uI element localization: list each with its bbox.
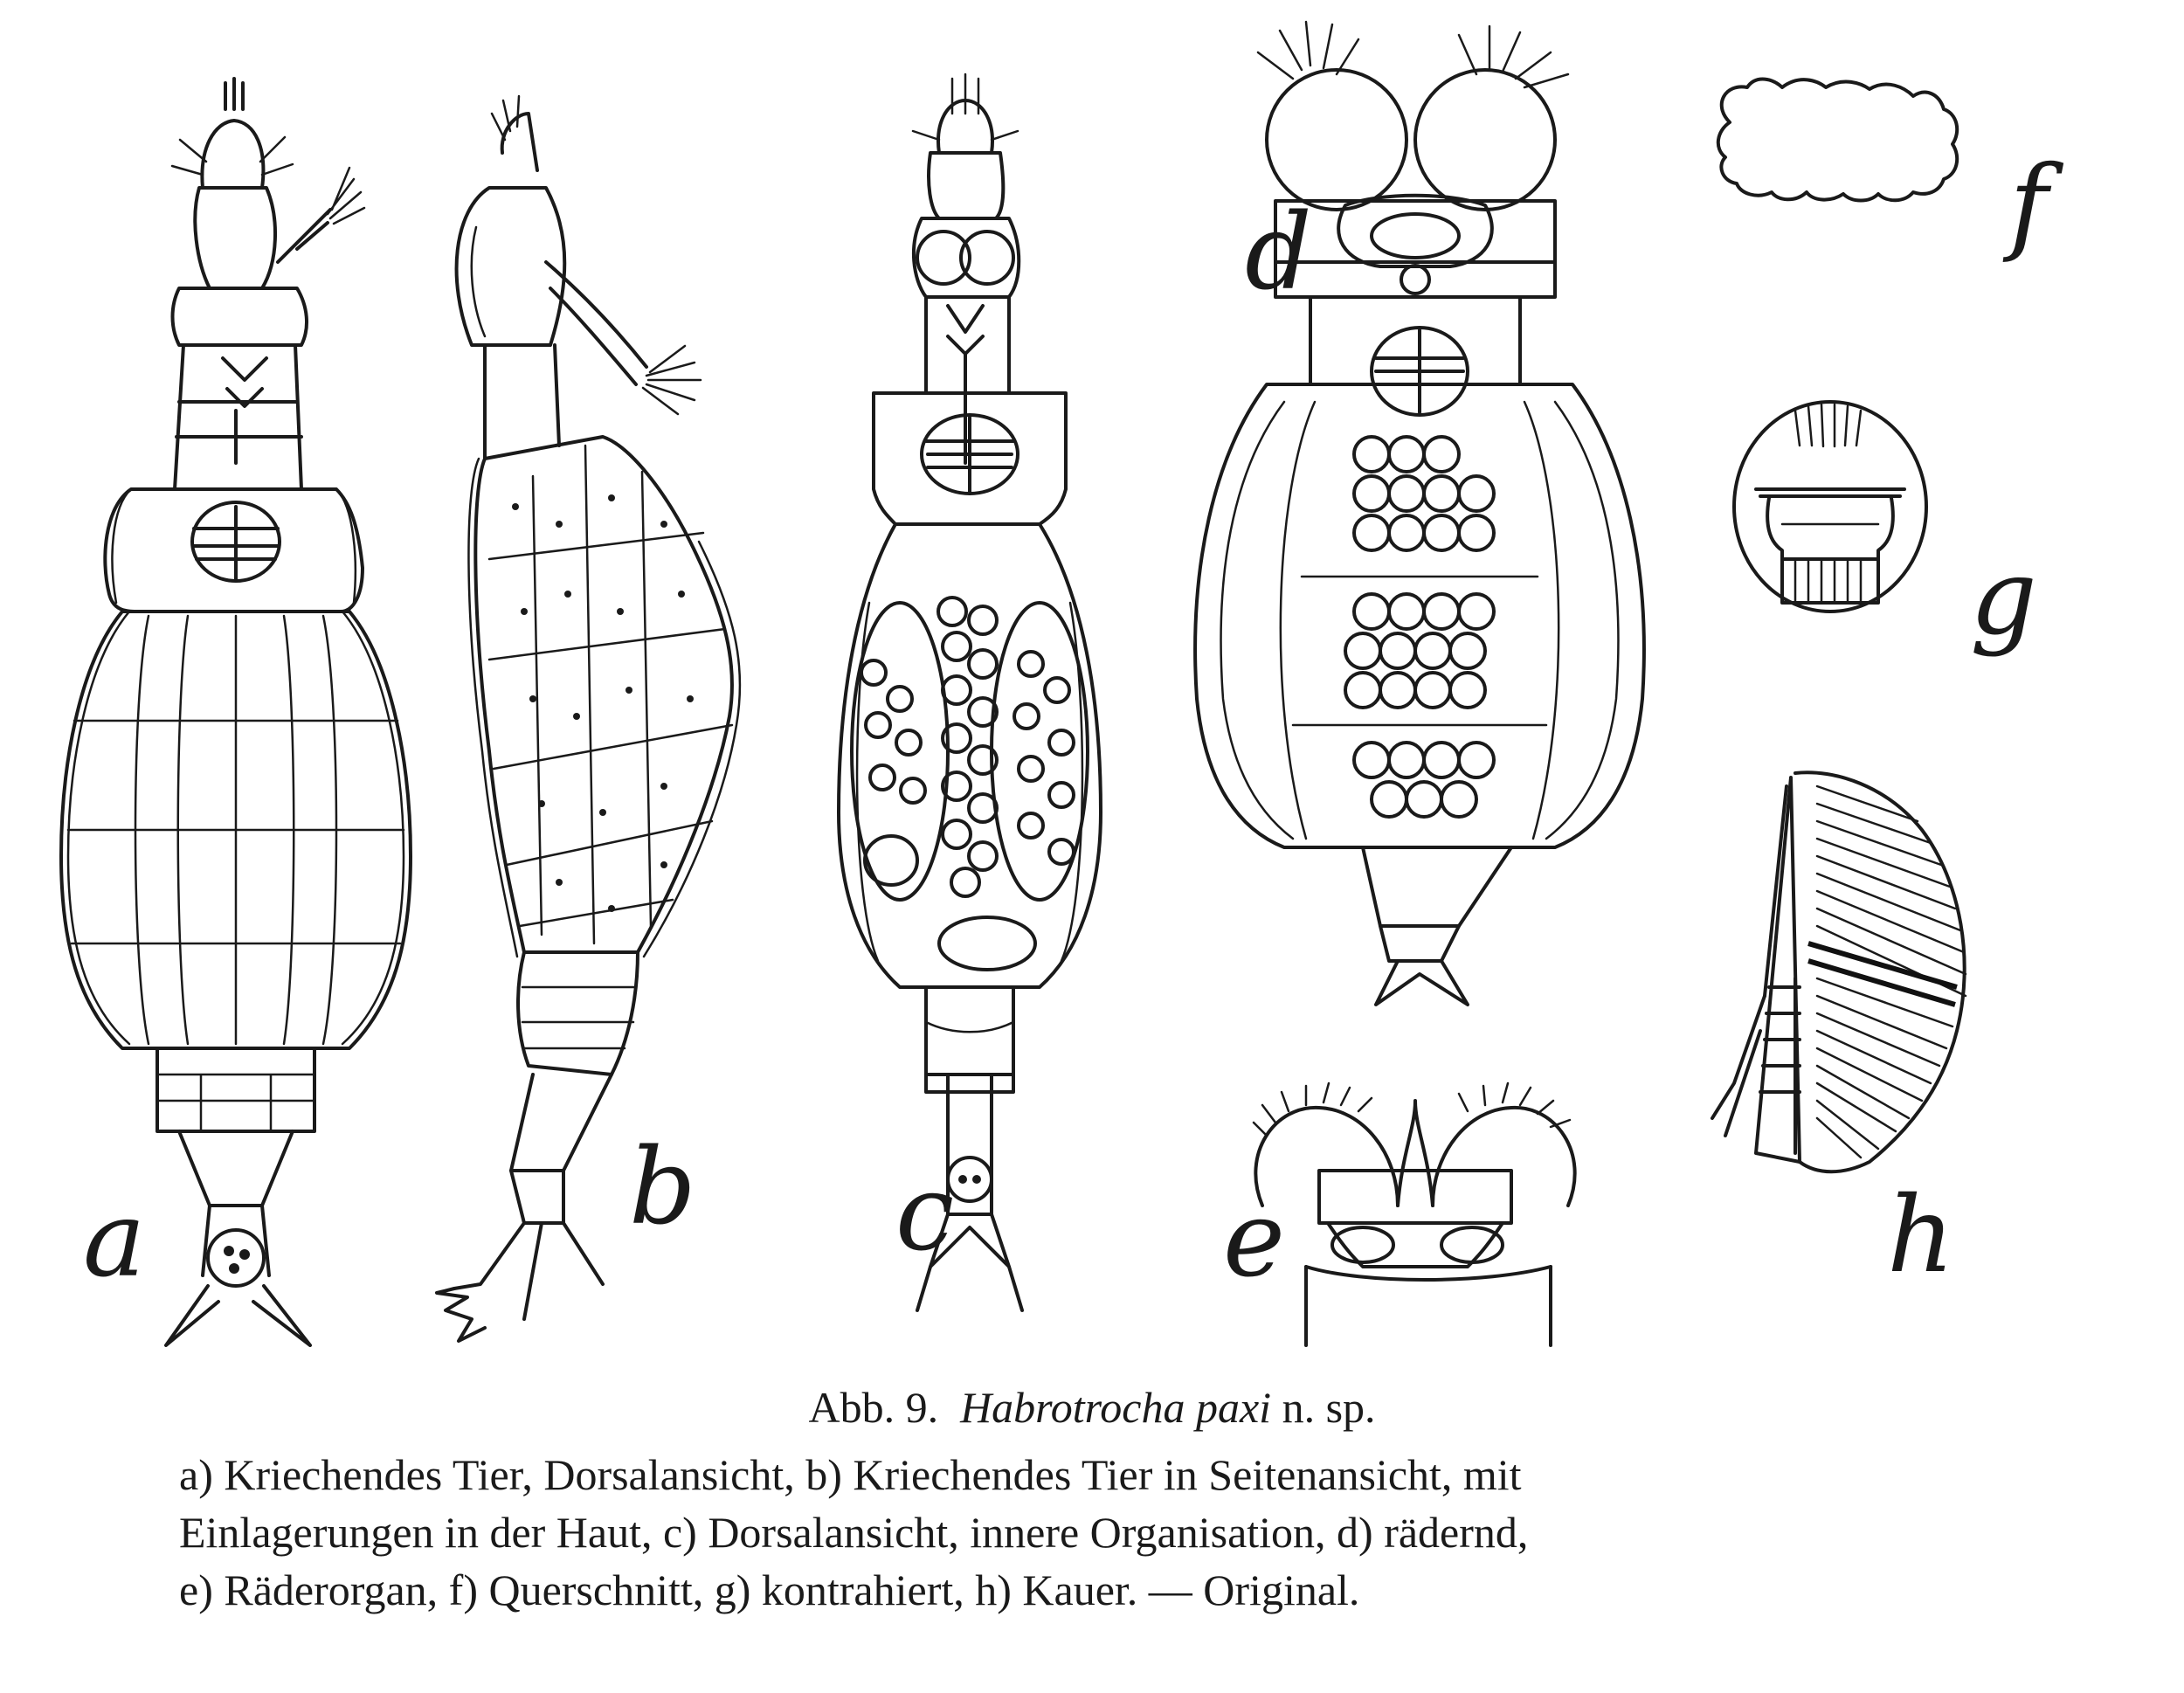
caption-line-3: e) Räderorgan, f) Querschnitt, g) kontrahiert, h) Kauer. — Original. xyxy=(179,1565,1360,1614)
drawing-f-cross-section xyxy=(1718,79,1957,201)
drawing-c-internal-organisation xyxy=(839,74,1101,1310)
panel-label-a: a xyxy=(83,1179,146,1301)
panel-label-b: b xyxy=(629,1127,696,1248)
caption-species: Habrotrocha paxi xyxy=(960,1383,1272,1432)
panel-label-c: c xyxy=(895,1153,955,1275)
panel-label-f: f xyxy=(2009,144,2049,266)
drawing-e-wheel-organ xyxy=(1254,1083,1575,1345)
panel-label-h: h xyxy=(1887,1175,1955,1296)
drawing-a-dorsal-view xyxy=(61,79,411,1345)
drawing-h-jaw xyxy=(1712,772,1966,1171)
panel-label-d: d xyxy=(1245,192,1312,314)
caption-line-1: a) Kriechendes Tier, Dorsalansicht, b) Kriechendes Tier in Seitenansicht, mit xyxy=(179,1450,1522,1499)
caption-line-2: Einlagerungen in der Haut, c) Dorsalansicht, innere Organisation, d) rädernd, xyxy=(179,1508,1529,1557)
panel-label-e: e xyxy=(1223,1179,1286,1301)
panel-label-g: g xyxy=(1970,537,2037,659)
caption-suffix: n. sp. xyxy=(1282,1383,1376,1432)
drawing-g-contracted xyxy=(1734,402,1926,612)
figure-caption-body xyxy=(179,1446,1926,1619)
drawing-d-rotating xyxy=(1195,22,1644,1005)
caption-prefix: Abb. 9. xyxy=(808,1383,939,1432)
drawing-d-egg-cells xyxy=(1345,437,1494,817)
figure-caption-title xyxy=(0,1382,2184,1433)
